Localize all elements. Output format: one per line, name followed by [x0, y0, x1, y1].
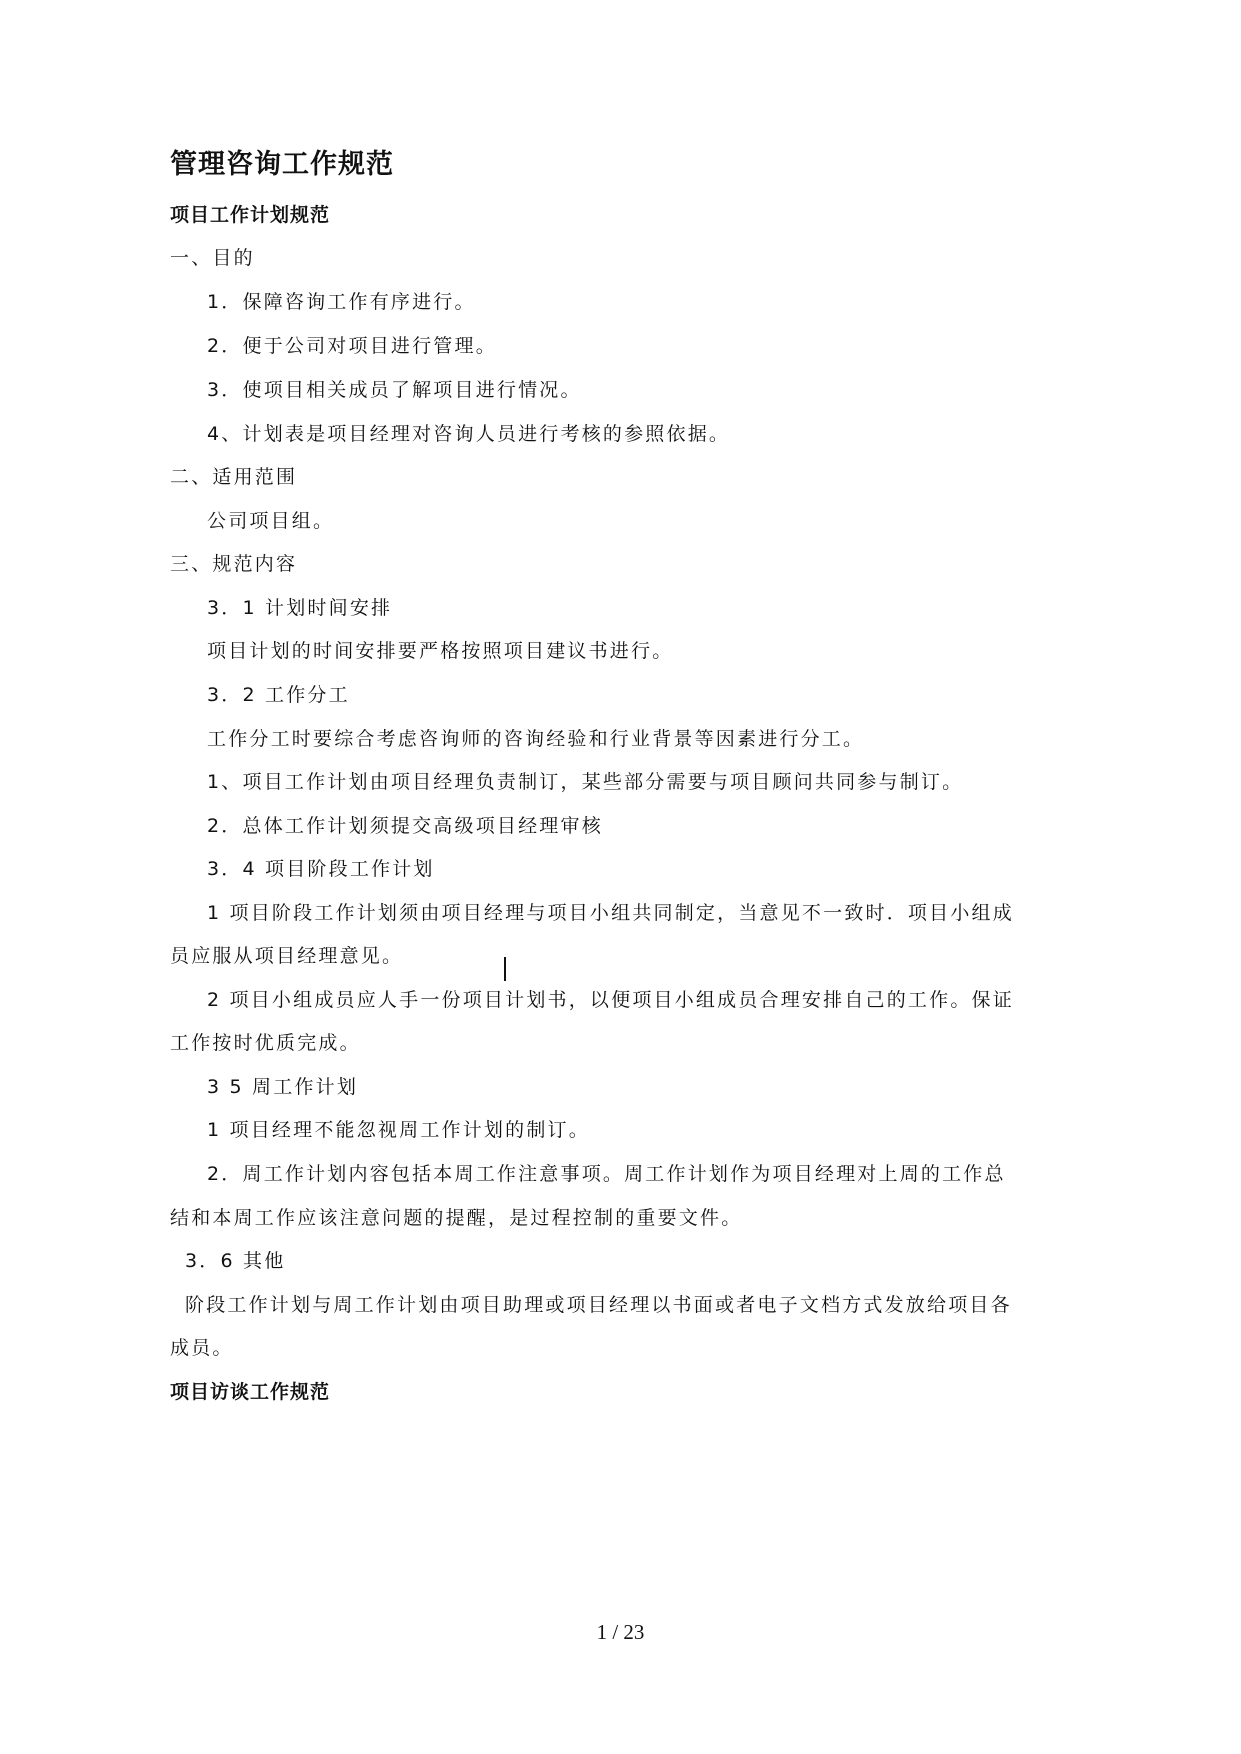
scope-text: 公司项目组。 — [207, 510, 335, 532]
subsection-3-2-item-1: 1、项目工作计划由项目经理负责制订，某些部分需要与项目顾问共同参与制订。 — [207, 771, 964, 793]
subsection-3-4-item-2-line-1: 2 项目小组成员应人手一份项目计划书，以便项目小组成员合理安排自己的工作。保证 — [207, 989, 1014, 1011]
text-cursor — [504, 957, 506, 981]
subsection-3-4-item-1-line-1: 1 项目阶段工作计划须由项目经理与项目小组共同制定，当意见不一致时．项目小组成 — [207, 902, 1014, 924]
section-heading-interview: 项目访谈工作规范 — [170, 1381, 331, 1403]
subsection-3-6: 3．6 其他 — [185, 1250, 286, 1272]
purpose-item-1: 1．保障咨询工作有序进行。 — [207, 291, 476, 313]
subsection-3-4: 3．4 项目阶段工作计划 — [207, 858, 435, 880]
subsection-3-6-text-line-2: 成员。 — [170, 1337, 234, 1359]
document-title: 管理咨询工作规范 — [170, 149, 394, 180]
purpose-item-2: 2．便于公司对项目进行管理。 — [207, 335, 497, 357]
heading-purpose: 一、目的 — [170, 247, 255, 269]
subsection-3-5-item-2-line-1: 2．周工作计划内容包括本周工作注意事项。周工作计划作为项目经理对上周的工作总 — [207, 1163, 1006, 1185]
subsection-3-2-item-2: 2．总体工作计划须提交高级项目经理审核 — [207, 815, 603, 837]
subsection-3-2-text: 工作分工时要综合考虑咨询师的咨询经验和行业背景等因素进行分工。 — [207, 728, 865, 750]
subsection-3-4-item-1-line-2: 员应服从项目经理意见。 — [170, 945, 404, 967]
purpose-item-4: 4、计划表是项目经理对咨询人员进行考核的参照依据。 — [207, 423, 731, 445]
subsection-3-1-text: 项目计划的时间安排要严格按照项目建议书进行。 — [207, 640, 674, 662]
heading-scope: 二、适用范围 — [170, 466, 298, 488]
subsection-3-4-item-2-line-2: 工作按时优质完成。 — [170, 1032, 361, 1054]
subsection-3-5: 3 5 周工作计划 — [207, 1076, 359, 1098]
subsection-3-5-item-2-line-2: 结和本周工作应该注意问题的提醒，是过程控制的重要文件。 — [170, 1207, 743, 1229]
subsection-3-1: 3．1 计划时间安排 — [207, 597, 393, 619]
subsection-3-6-text-line-1: 阶段工作计划与周工作计划由项目助理或项目经理以书面或者电子文档方式发放给项目各 — [185, 1294, 1012, 1316]
heading-content: 三、规范内容 — [170, 553, 298, 575]
subsection-3-5-item-1: 1 项目经理不能忽视周工作计划的制订。 — [207, 1119, 590, 1141]
subsection-3-2: 3．2 工作分工 — [207, 684, 350, 706]
page-number: 1 / 23 — [596, 1620, 645, 1644]
purpose-item-3: 3．使项目相关成员了解项目进行情况。 — [207, 379, 582, 401]
section-heading-plan: 项目工作计划规范 — [170, 204, 331, 226]
